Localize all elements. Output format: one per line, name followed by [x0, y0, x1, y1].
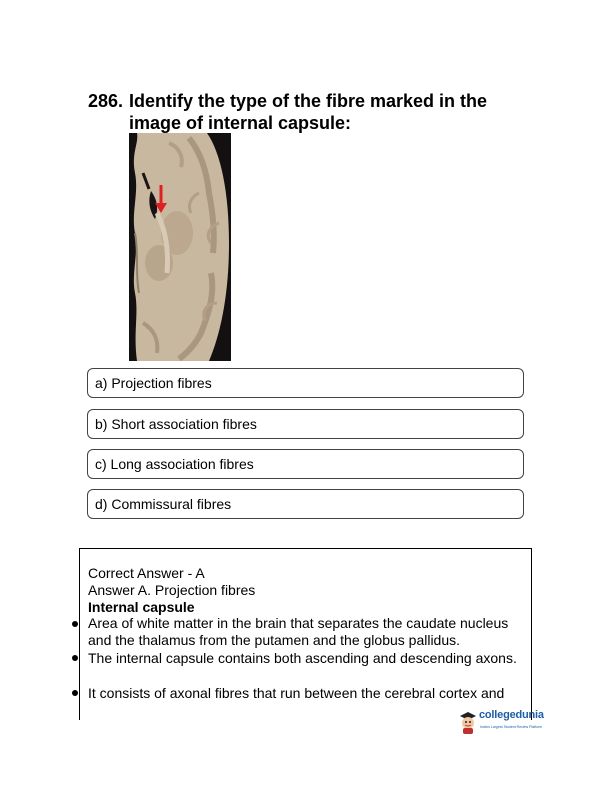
answer-option-text: Answer A. Projection fibres — [88, 582, 256, 598]
answer-explanation-box — [79, 548, 532, 720]
question-number: 286. — [88, 91, 124, 111]
option-a[interactable]: a) Projection fibres — [87, 368, 524, 398]
collegedunia-logo — [458, 708, 548, 738]
brain-section-image — [129, 133, 231, 361]
explanation-bullet: Area of white matter in the brain that separates the caudate nucleus and the thalamus from the putamen and the globus pallidus. — [88, 615, 509, 648]
bullet-icon — [72, 621, 78, 627]
graduate-mascot-icon — [458, 710, 478, 734]
question-text: Identify the type of the fibre marked in the image of internal capsule: — [129, 91, 488, 133]
option-d[interactable]: d) Commissural fibres — [87, 489, 524, 519]
bullet-icon — [72, 655, 78, 661]
option-b[interactable]: b) Short association fibres — [87, 409, 524, 439]
option-c[interactable]: c) Long association fibres — [87, 449, 524, 479]
logo-brand-text: collegedunia — [479, 709, 544, 721]
explanation-bullet: It consists of axonal fibres that run between the cerebral cortex and — [88, 685, 505, 701]
correct-answer-text: Correct Answer - A — [88, 565, 205, 581]
answer-heading: Internal capsule — [88, 599, 195, 615]
explanation-bullet: The internal capsule contains both ascending and descending axons. — [88, 650, 517, 666]
logo-tagline: India's Largest Student Review Platform — [480, 725, 543, 729]
bullet-icon — [72, 690, 78, 696]
